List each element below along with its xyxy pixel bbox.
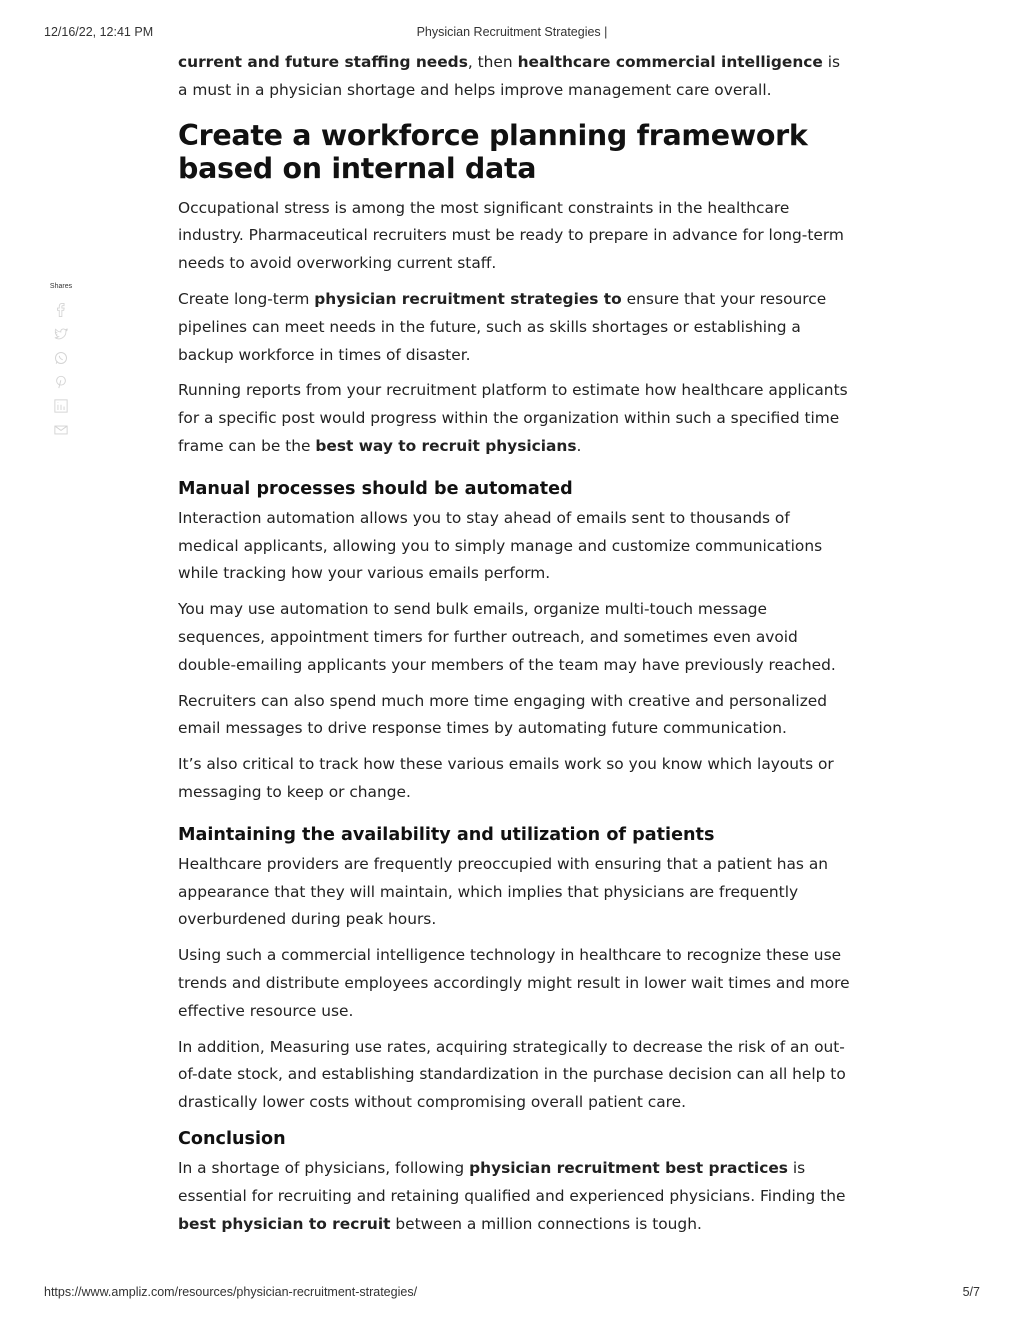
linkedin-icon[interactable] <box>53 398 69 414</box>
section-heading-workforce-planning: Create a workforce planning framework based on internal data <box>178 118 808 185</box>
email-icon[interactable] <box>53 422 69 438</box>
bold-phrase: healthcare commercial intelligence <box>517 53 823 71</box>
subheading-patient-utilization: Maintaining the availability and utilization of patients <box>178 824 715 845</box>
subheading-conclusion: Conclusion <box>178 1128 286 1149</box>
page-url: https://www.ampliz.com/resources/physician-recruitment-strategies/ <box>44 1285 418 1299</box>
twitter-icon[interactable] <box>53 326 69 342</box>
paragraph: Using such a commercial intelligence technology in healthcare to recognize these use trends and distribute employees accordingly might result in lower wait times and more effective resource use. <box>178 946 850 1020</box>
paragraph: It’s also critical to track how these various emails work so you know which layouts or messaging to keep or change. <box>178 755 834 801</box>
bold-phrase: physician recruitment best practices <box>469 1158 788 1177</box>
print-footer <box>0 1285 1024 1301</box>
paragraph: Occupational stress is among the most significant constraints in the healthcare industry. Pharmaceutical recruiters must be ready to prepare in advance for long-term needs to avoid overworking current staff. <box>178 198 844 273</box>
bold-phrase: best way to recruit physicians <box>315 436 577 455</box>
paragraph: Healthcare providers are frequently preoccupied with ensuring that a patient has an appearance that they will maintain, which implies that physicians are frequently overburdened during peak hours. <box>178 854 829 929</box>
bold-phrase: best physician to recruit <box>178 1214 391 1233</box>
paragraph: Recruiters can also spend much more time engaging with creative and personalized email messages to drive response times by automating future communication. <box>178 691 828 738</box>
paragraph: Running reports from your recruitment platform to estimate how healthcare applicants for a specific post would progress within the organization within such a specified time frame can be the best way to recruit physicians. <box>178 381 848 455</box>
paragraph: Create long-term physician recruitment strategies to ensure that your resource pipelines can meet needs in the future, such as skills shortages or establishing a backup workforce in times of disaster. <box>178 289 827 364</box>
paragraph: In addition, Measuring use rates, acquiring strategically to decrease the risk of an out-of-date stock, and establishing standardization in the purchase decision can all help to drastically lower costs without compromising overall patient care. <box>178 1037 846 1112</box>
whatsapp-icon[interactable] <box>53 350 69 366</box>
pinterest-icon[interactable] <box>53 374 69 390</box>
intro-paragraph: current and future staffing needs, then healthcare commercial intelligence is a must in a physician shortage and helps improve management care overall. <box>178 53 841 99</box>
bold-phrase: physician recruitment strategies to <box>314 289 622 308</box>
article-body <box>178 49 850 1246</box>
share-bar <box>44 283 78 446</box>
print-document-title: Physician Recruitment Strategies | <box>416 25 608 39</box>
paragraph: Interaction automation allows you to stay ahead of emails sent to thousands of medical applicants, allowing you to simply manage and customize communications while tracking how your various emails perform. <box>178 508 823 583</box>
page-number: 5/7 <box>962 1285 980 1299</box>
print-datetime: 12/16/22, 12:41 PM <box>44 25 154 39</box>
subheading-automation: Manual processes should be automated <box>178 478 573 499</box>
print-header <box>0 25 1024 41</box>
shares-label: Shares <box>49 283 73 290</box>
paragraph: You may use automation to send bulk emails, organize multi-touch message sequences, appointment timers for further outreach, and sometimes even avoid double-emailing applicants your members of the team may have previously reached. <box>178 600 836 674</box>
facebook-icon[interactable] <box>53 302 69 318</box>
bold-phrase: current and future staffing needs <box>178 53 468 71</box>
paragraph: In a shortage of physicians, following physician recruitment best practices is essential for recruiting and retaining qualified and experienced physicians. Finding the best physician to recruit between a million connections is tough. <box>178 1158 846 1233</box>
